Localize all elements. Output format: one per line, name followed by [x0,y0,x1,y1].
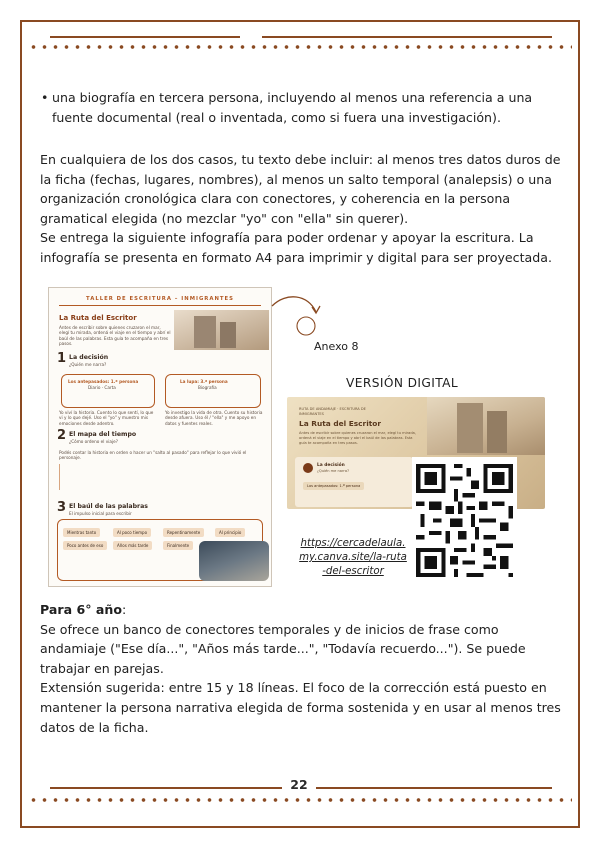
step-dot-icon [303,463,313,473]
step2-body: Podés contar la historia en orden o hacer un "salto al pasado" para reflejar lo que vivió el personaje. [59,450,247,461]
digital-title: La Ruta del Escritor [299,419,381,428]
infographic-building-photo [174,310,269,350]
sixth-grade-heading-colon: : [122,602,127,617]
page-number: 22 [290,777,308,792]
extension-text: Extensión sugerida: entre 15 y 18 líneas. El foco de la corrección está puesto en mantener la persona narrativa elegida de forma sostenida y en usar al menos tres datos de la ficha. [40,680,561,735]
infographic-intro: Antes de escribir sobre quienes cruzaron el mar, elegí tu mirada, ordená el viaje en el tiempo y abrí el baúl de las palabras. Esta guía te acompaña en tres pasos. [59,325,171,347]
timeline-lines [59,464,259,490]
digital-link[interactable]: https://cercadelaula.my.canva.site/la-ruta-del-escritor [299,538,407,578]
third-person-body: Yo investigo la vida de otra. Cuento su historia desde afuera. Uso él / "ella" y me apoyo en datos y fuentes reales. [165,410,263,426]
digital-kicker: RUTA DE ANDAMIAJE · ESCRITURA DE INMIGRANTES [299,407,366,416]
instructions-paragraph [40,150,562,268]
digital-card-title: La decisión [317,463,345,468]
curved-arrow-icon [268,294,338,340]
bullet-item [41,88,552,127]
step1-number: 1 [57,351,67,366]
connector-tag: Mientras tanto [63,528,100,537]
connector-tag: Años más tarde [113,541,152,550]
top-rule-left [50,36,240,38]
step2-number: 2 [57,428,67,443]
step2-sub: ¿Cómo ordeno el viaje? [69,439,118,444]
connector-tag: Poco antes de eso [63,541,107,550]
first-person-box [61,374,155,408]
bottom-dotted-border [28,797,572,803]
qr-code-icon[interactable] [412,457,517,584]
third-person-title: La lupa: 3.ª persona [180,379,228,384]
infographic-suitcase-photo [199,541,269,581]
third-person-sub: Biografía [198,385,217,390]
digital-step-card [295,457,413,507]
top-dotted-border [28,44,572,50]
sixth-grade-paragraph [40,600,562,737]
connector-tag: Al principio [215,528,245,537]
step3-number: 3 [57,500,67,515]
third-person-box [165,374,261,408]
infographic-title: La Ruta del Escritor [59,314,137,322]
bullet-text: una biografía en tercera persona, incluyendo al menos una referencia a una fuente documental (real o inventada, como si fuera una investigación). [52,90,533,125]
infographic-header-rule [59,305,261,306]
infographic-thumbnail [48,287,272,587]
instructions-text: En cualquiera de los dos casos, tu texto debe incluir: al menos tres datos duros de la ficha (fechas, lugares, nombres), al menos un salto temporal (analepsis) o una organización cronológica clara con conectores, y coherencia en la persona gramatical elegida (no mezclar "yo" con "ella" sin querer). [40,152,561,226]
digital-version-heading: VERSIÓN DIGITAL [346,376,459,390]
bullet-dot-icon: • [41,90,49,105]
sixth-grade-heading: Para 6° año [40,602,123,617]
step1-sub: ¿Quién me narra? [69,362,107,367]
step1-title: La decisión [69,354,109,361]
annex-label: Anexo 8 [314,340,359,353]
top-rule-right [262,36,552,38]
first-person-title: Los antepasados: 1.ª persona [68,379,139,384]
digital-chip: Los antepasados: 1.ª persona [303,482,364,490]
connector-tag: Al poco tiempo [113,528,151,537]
connector-tag: Finalmente [163,541,193,550]
step3-sub: El impulso inicial para escribir [69,511,132,516]
digital-card-sub: ¿Quién me narra? [317,469,349,473]
infographic-description: Se entrega la siguiente infografía para poder ordenar y apoyar la escritura. La infografía se presenta en formato A4 para imprimir y digital para ser proyectada. [40,230,552,265]
infographic-header: TALLER DE ESCRITURA – INMIGRANTES [86,296,234,302]
first-person-body: Yo viví la historia. Cuento lo que sentí, lo que vi y lo que dejé. Uso el "yo" y muestro mis emociones desde adentro. [59,410,154,426]
connector-tag: Repentinamente [163,528,204,537]
first-person-sub: Diario · Carta [88,385,116,390]
step2-title: El mapa del tiempo [69,431,137,438]
bottom-rule-left [50,787,282,789]
step3-title: El baúl de las palabras [69,503,148,510]
sixth-grade-text: Se ofrece un banco de conectores temporales y de inicios de frase como andamiaje ("Ese día...", "Años más tarde...", "Todavía recuerdo..."). Se puede trabajar en parejas. [40,621,526,676]
digital-building-photo [427,397,545,455]
digital-intro: Antes de escribir sobre quienes cruzaron el mar, elegí tu mirada, ordená el viaje en el tiempo y abrí el baúl de las palabras. Esta guía te acompaña en tres pasos. [299,431,416,445]
bottom-rule-right [316,787,552,789]
